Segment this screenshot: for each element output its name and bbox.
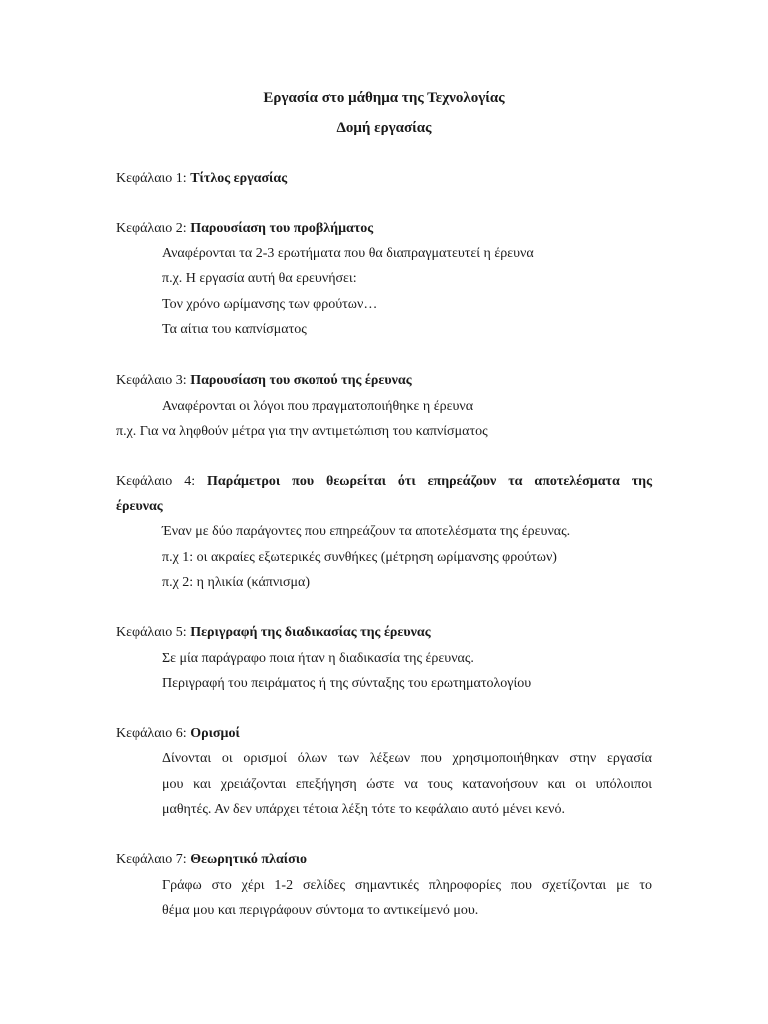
chapter-4-heading-cont: έρευνας (116, 499, 163, 514)
chapter-3-line-2: π.χ. Για να ληφθούν μέτρα για την αντιμετώπιση του καπνίσματος (116, 424, 488, 439)
chapter-7-heading (116, 851, 307, 869)
chapter-label: Κεφάλαιο 1: (116, 171, 187, 186)
chapter-label: Κεφάλαιο 6: (116, 726, 187, 741)
chapter-label: Κεφάλαιο 3: (116, 373, 187, 388)
chapter-5-line-2: Περιγραφή του πειράματος ή της σύνταξης του ερωτηματολογίου (162, 676, 532, 691)
chapter-2-line-4: Τα αίτια του καπνίσματος (162, 322, 307, 337)
chapter-2-line-3: Τον χρόνο ωρίμανσης των φρούτων… (162, 297, 378, 312)
chapter-7-line-1: Γράφω στο χέρι 1-2 σελίδες σημαντικές πληροφορίες που σχετίζονται με το (162, 878, 652, 893)
chapter-7-line-2: θέμα μου και περιγράφουν σύντομα το αντικείμενό μου. (162, 903, 479, 918)
chapter-label: Κεφάλαιο 5: (116, 625, 187, 640)
chapter-title: Παράμετροι που θεωρείται ότι επηρεάζουν τα αποτελέσματα της (207, 474, 653, 489)
chapter-4-heading (116, 473, 652, 491)
chapter-title: Τίτλος εργασίας (190, 171, 288, 186)
chapter-6-line-1: Δίνονται οι ορισμοί όλων των λέξεων που χρησιμοποιήθηκαν στην εργασία (162, 751, 652, 766)
chapter-3-heading (116, 372, 412, 390)
chapter-title: Παρουσίαση του σκοπού της έρευνας (190, 373, 412, 388)
chapter-3-line-1: Αναφέρονται οι λόγοι που πραγματοποιήθηκε η έρευνα (162, 399, 474, 414)
chapter-2-heading (116, 220, 373, 238)
chapter-1-heading (116, 170, 287, 188)
chapter-2-line-2: π.χ. Η εργασία αυτή θα ερευνήσει: (162, 271, 357, 286)
chapter-title: Περιγραφή της διαδικασίας της έρευνας (190, 625, 431, 640)
chapter-label: Κεφάλαιο 4: (116, 474, 196, 489)
document-title: Εργασία στο μάθημα της Τεχνολογίας (263, 90, 505, 106)
chapter-5-heading (116, 624, 431, 642)
chapter-4-line-3: π.χ 2: η ηλικία (κάπνισμα) (162, 575, 310, 590)
chapter-2-line-1: Αναφέρονται τα 2-3 ερωτήματα που θα διαπραγματευτεί η έρευνα (162, 246, 534, 261)
chapter-4-line-2: π.χ 1: οι ακραίες εξωτερικές συνθήκες (μέτρηση ωρίμανσης φρούτων) (162, 550, 557, 565)
chapter-6-line-3: μαθητές. Αν δεν υπάρχει τέτοια λέξη τότε το κεφάλαιο αυτό μένει κενό. (162, 802, 566, 817)
chapter-title: Παρουσίαση του προβλήματος (190, 221, 374, 236)
chapter-title: Ορισμοί (190, 726, 240, 741)
chapter-6-heading (116, 725, 240, 743)
document-subtitle: Δομή εργασίας (336, 120, 432, 136)
chapter-6-line-2: μου και χρειάζονται επεξήγηση ώστε να τους κατανοήσουν και οι υπόλοιποι (162, 777, 652, 792)
chapter-label: Κεφάλαιο 7: (116, 852, 187, 867)
chapter-5-line-1: Σε μία παράγραφο ποια ήταν η διαδικασία της έρευνας. (162, 651, 474, 666)
chapter-title: Θεωρητικό πλαίσιο (190, 852, 308, 867)
chapter-label: Κεφάλαιο 2: (116, 221, 187, 236)
chapter-4-line-1: Έναν με δύο παράγοντες που επηρεάζουν τα αποτελέσματα της έρευνας. (162, 524, 571, 539)
